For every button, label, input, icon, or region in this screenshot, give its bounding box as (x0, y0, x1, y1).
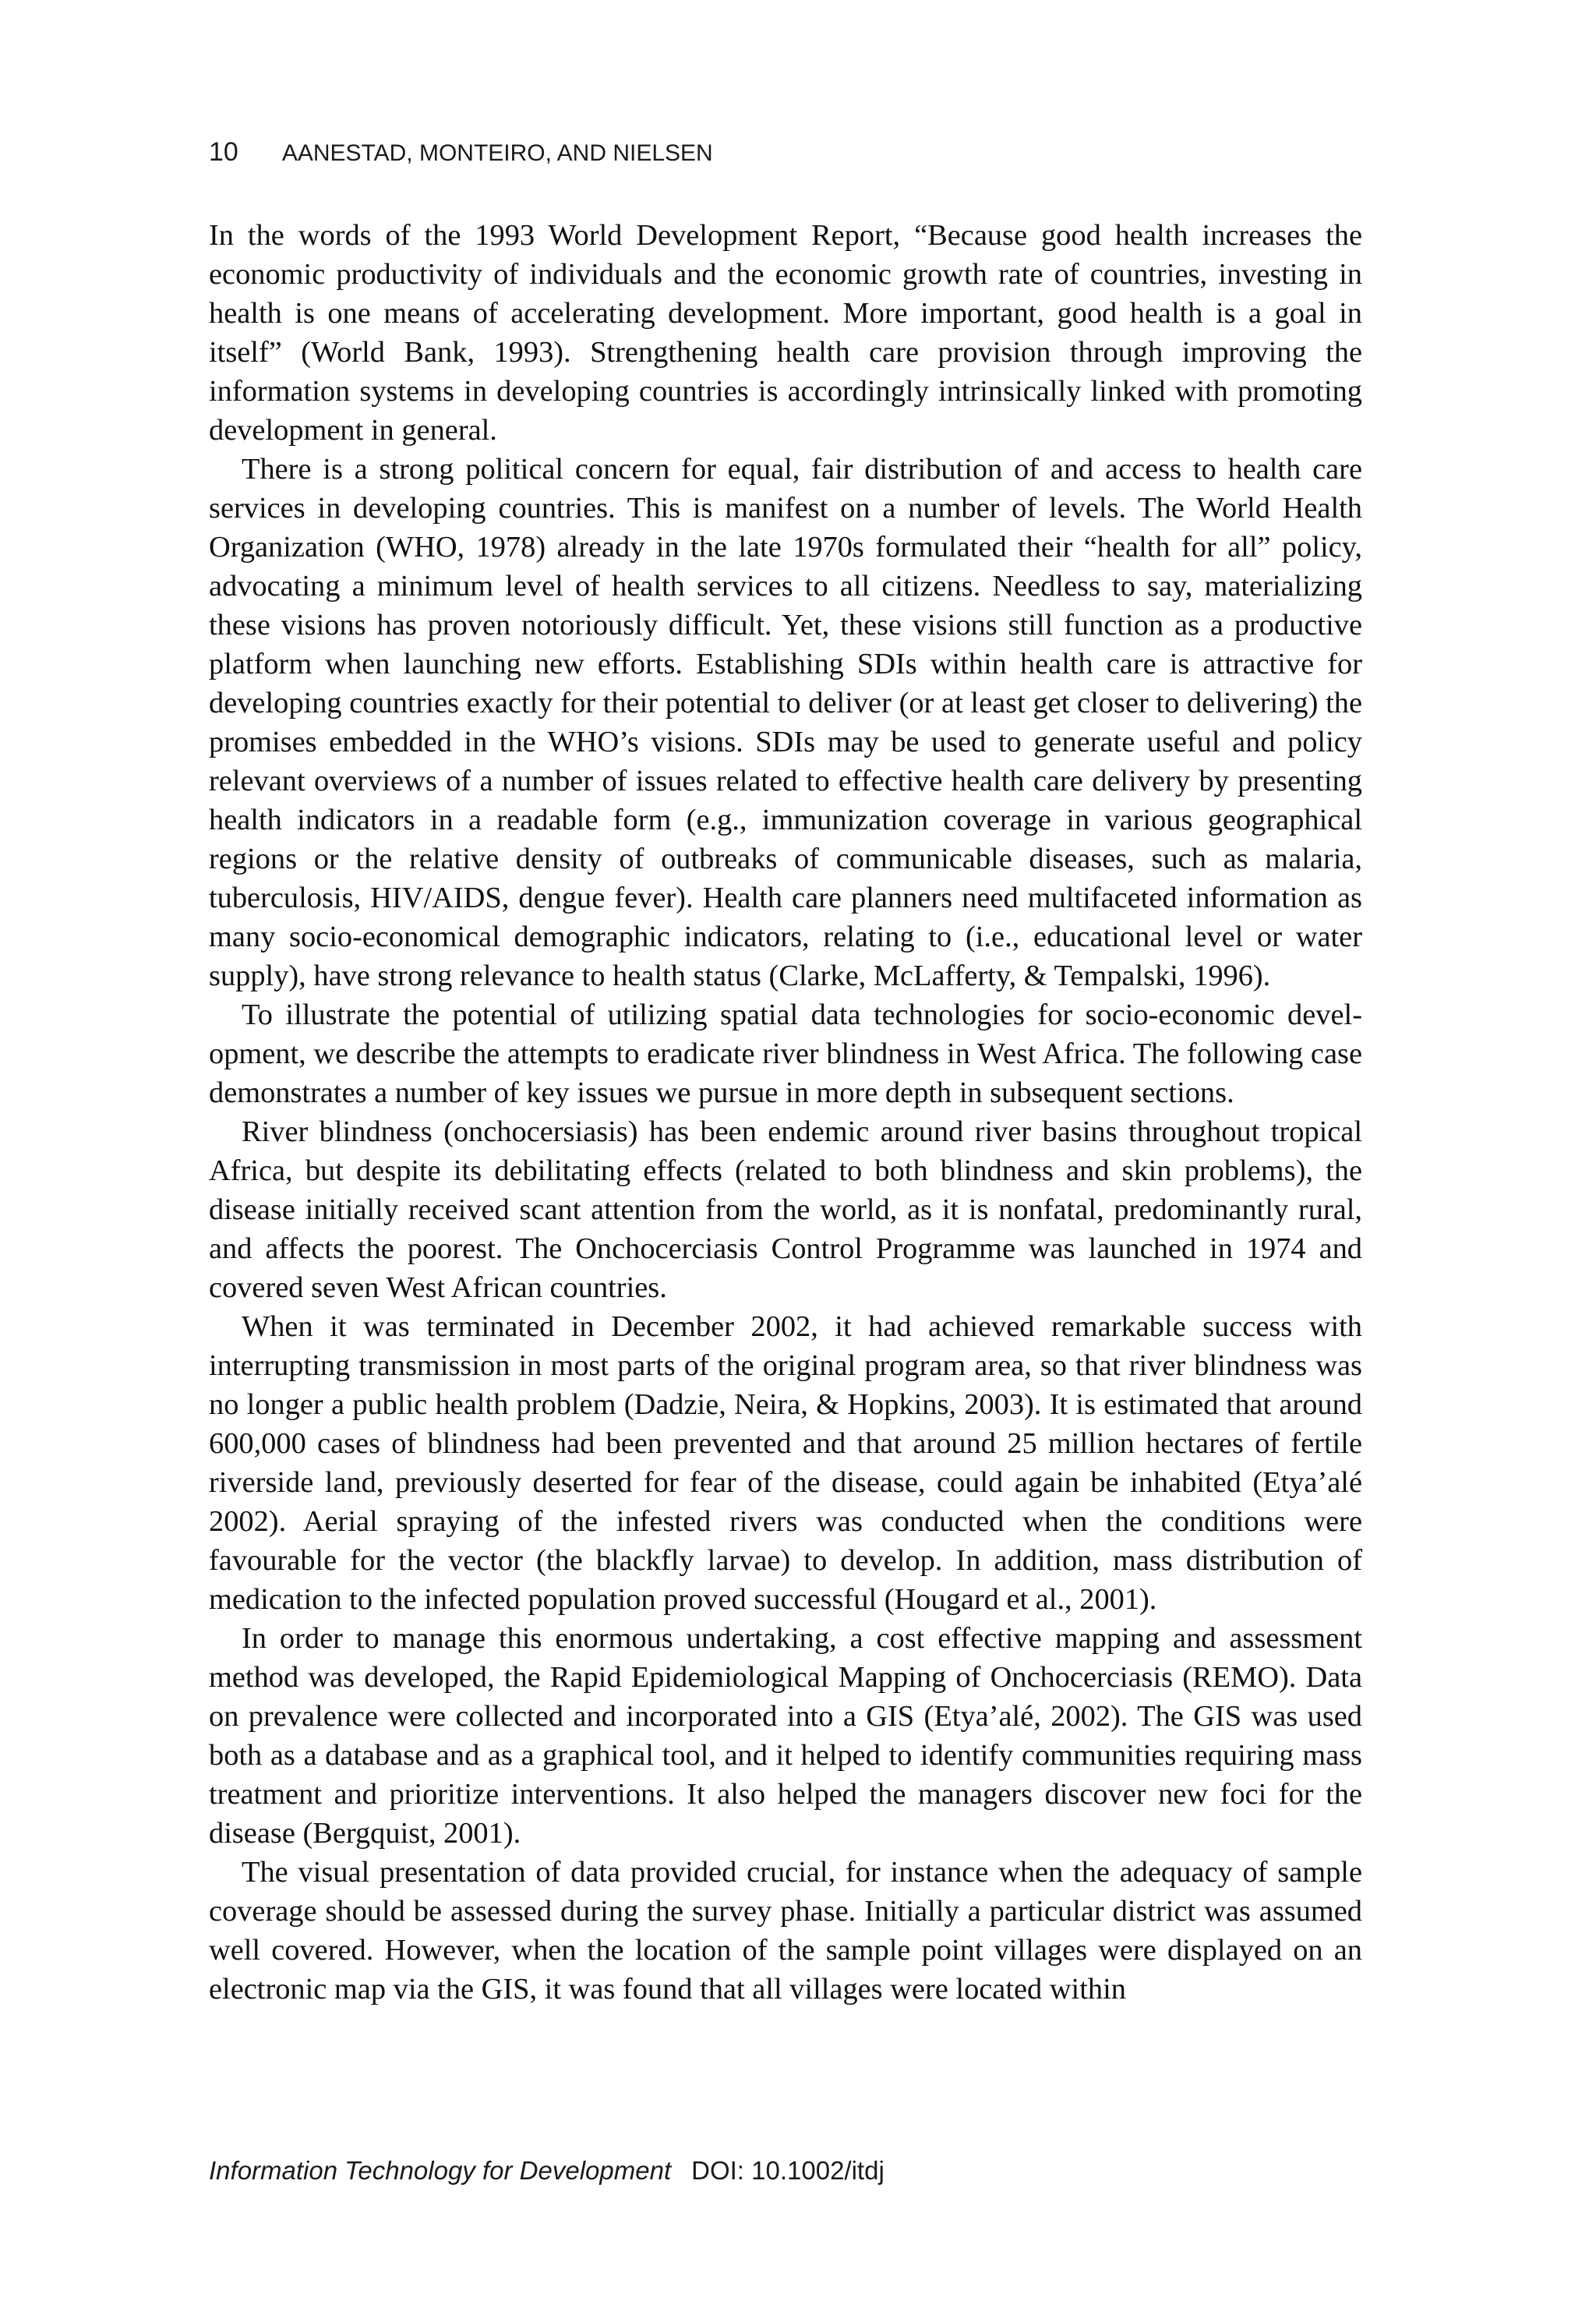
page-footer (209, 2156, 1362, 2193)
journal-title: Information Technology for Development (209, 2156, 672, 2185)
article-body (209, 216, 1362, 2009)
paragraph-world-development-report: In the words of the 1993 World Development Report, “Because good health increases the economic productivity of individuals and the economic growth rate of countries, investing in health is one means of accelerating development. More important, good health is a goal in itself” (World Bank, 1993). Strengthening health care provision through improving the information systems in developing countries is accordingly intrinsically linked with promoting development in general. (209, 219, 1362, 447)
paragraph-program-termination: When it was terminated in December 2002, it had achieved remarkable success with interrupting transmission in most parts of the original program area, so that river blindness was no longer a public health problem (Dadzie, Neira, & Hopkins, 2003). It is estimated that around 600,000 cases of blindness had been prevented and that around 25 million hectares of fertile riverside land, previously deserted for fear of the disease, could again be inhabited (Etya’alé 2002). Aerial spraying of the infested rivers was conducted when the conditions were favourable for the vector (the blackfly larvae) to develop. In addition, mass distribution of medication to the infected population proved successful (Hougard et al., 2001). (209, 1310, 1362, 1616)
page-number: 10 (209, 137, 238, 167)
paragraph-illustrate-potential: To illustrate the potential of utilizing spatial data technologies for socio-economic development, we describe the attempts to eradicate river blindness in West Africa. The following case demonstrates a number of key issues we pursue in more depth in subsequent sections. (209, 998, 1362, 1109)
running-head (209, 137, 1362, 175)
doi-label: DOI: 10.1002/itdj (691, 2156, 885, 2185)
paragraph-political-concern: There is a strong political concern for equal, fair distribution of and access to health care services in developing countries. This is manifest on a number of levels. The World Health Organization (WHO, 1978) already in the late 1970s formulated their “health for all” policy, advocating a minimum level of health services to all citizens. Needless to say, materializing these visions has proven notoriously difficult. Yet, these visions still function as a productive platform when launching new efforts. Establishing SDIs within health care is attractive for developing countries exactly for their potential to deliver (or at least get closer to delivering) the promises embedded in the WHO’s visions. SDIs may be used to generate useful and policy relevant overviews of a number of issues related to effective health care delivery by presenting health indicators in a readable form (e.g., immunization coverage in various geographical regions or the relative density of outbreaks of communicable diseases, such as malaria, tuberculosis, HIV/AIDS, dengue fever). Health care planners need multifaceted information as many socio-economical demographic indicators, relating to (i.e., educational level or water supply), have strong relevance to health status (Clarke, McLafferty, & Tempalski, 1996). (209, 453, 1362, 992)
paragraph-river-blindness: River blindness (onchocersiasis) has been endemic around river basins throughout tropical Africa, but despite its debilitating effects (related to both blindness and skin problems), the disease initially received scant attention from the world, as it is nonfatal, predominantly rural, and affects the poorest. The Onchocerciasis Control Programme was launched in 1974 and covered seven West African countries. (209, 1115, 1362, 1304)
paragraph-visual-presentation: The visual presentation of data provided crucial, for instance when the adequacy of sample coverage should be assessed during the survey phase. Initially a particular district was assumed well covered. However, when the location of the sample point villages were displayed on an electronic map via the GIS, it was found that all villages were located within (209, 1856, 1362, 2006)
running-head-authors: AANESTAD, MONTEIRO, AND NIELSEN (281, 140, 713, 166)
paragraph-remo-mapping: In order to manage this enormous undertaking, a cost effective mapping and assessment method was developed, the Rapid Epidemiological Mapping of Onchocerciasis (REMO). Data on prevalence were collected and incorporated into a GIS (Etya’alé, 2002). The GIS was used both as a database and as a graphical tool, and it helped to identify communities requiring mass treatment and prioritize interventions. It also helped the managers discover new foci for the disease (Bergquist, 2001). (209, 1622, 1362, 1850)
